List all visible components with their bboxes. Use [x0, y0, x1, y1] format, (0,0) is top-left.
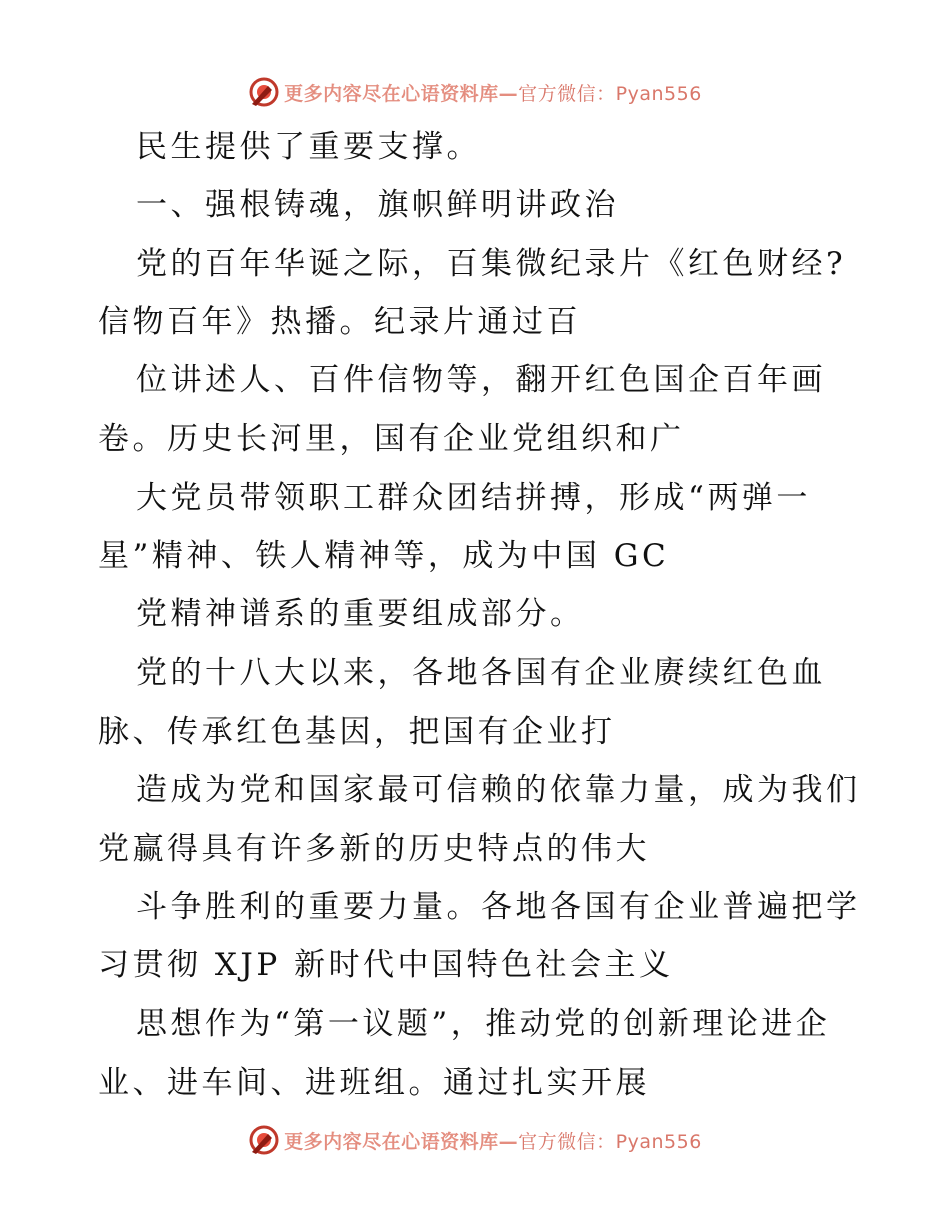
header-watermark-text — [284, 79, 702, 106]
body-line: 造成为党和国家最可信赖的依靠力量，成为我们 — [136, 772, 861, 808]
header-watermark — [0, 72, 950, 112]
body-line: 思想作为“第一议题”，推动党的创新理论进企 — [136, 1006, 831, 1042]
body-line: 民生提供了重要支撑。 — [136, 129, 481, 165]
body-line: 大党员带领职工群众团结拼搏，形成“两弹一 — [136, 480, 811, 516]
body-line: 习贯彻 XJP 新时代中国特色社会主义 — [98, 947, 674, 983]
body-line: 一、强根铸魂，旗帜鲜明讲政治 — [136, 187, 619, 223]
header-wechat: 官方微信：Pyan556 — [518, 82, 702, 105]
body-line: 党精神谱系的重要组成部分。 — [136, 596, 585, 632]
body-line: 星”精神、铁人精神等，成为中国 GC — [98, 538, 670, 574]
footer-brand: 更多内容尽在心语资料库 — [284, 1130, 499, 1153]
body-line: 斗争胜利的重要力量。各地各国有企业普遍把学 — [136, 889, 861, 925]
body-line: 信物百年》热播。纪录片通过百 — [98, 304, 581, 340]
body-line: 位讲述人、百件信物等，翻开红色国企百年画 — [136, 362, 826, 398]
pen-logo-icon — [248, 76, 280, 108]
header-dash: — — [498, 82, 519, 105]
footer-watermark — [0, 1120, 950, 1160]
body-line: 党的百年华诞之际，百集微纪录片《红色财经? — [136, 246, 847, 282]
body-line: 党的十八大以来，各地各国有企业赓续红色血 — [136, 655, 826, 691]
footer-watermark-text — [284, 1127, 702, 1154]
body-line: 党赢得具有许多新的历史特点的伟大 — [98, 831, 650, 867]
pen-logo-icon — [248, 1124, 280, 1156]
footer-dash: — — [498, 1130, 519, 1153]
body-line: 脉、传承红色基因，把国有企业打 — [98, 714, 616, 750]
body-line: 业、进车间、进班组。通过扎实开展 — [98, 1065, 650, 1101]
header-brand: 更多内容尽在心语资料库 — [284, 82, 499, 105]
footer-wechat: 官方微信：Pyan556 — [518, 1130, 702, 1153]
body-line: 卷。历史长河里，国有企业党组织和广 — [98, 421, 685, 457]
